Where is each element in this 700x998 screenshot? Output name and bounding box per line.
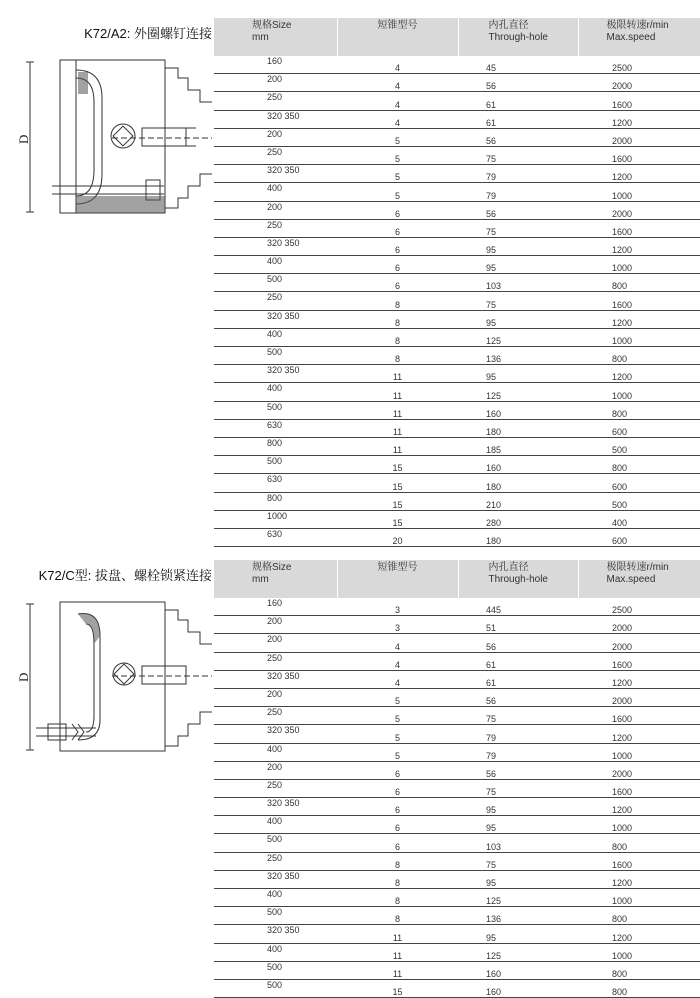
cell-through-hole: 75 (458, 219, 578, 237)
cell-max-speed: 1000 (578, 383, 700, 401)
cell-max-speed: 600 (578, 419, 700, 437)
cell-through-hole: 95 (458, 310, 578, 328)
cell-through-hole: 79 (458, 165, 578, 183)
cell-taper-model: 15 (337, 510, 458, 528)
cell-through-hole: 56 (458, 128, 578, 146)
cell-max-speed: 1000 (578, 328, 700, 346)
cell-size: 200 (214, 74, 337, 92)
cell-max-speed: 1000 (578, 889, 700, 907)
cell-taper-model: 5 (337, 128, 458, 146)
cell-taper-model: 11 (337, 943, 458, 961)
table-row (214, 292, 700, 310)
cell-size: 250 (214, 652, 337, 670)
cell-taper-model: 8 (337, 889, 458, 907)
cell-taper-model: 6 (337, 237, 458, 255)
table-row (214, 110, 700, 128)
cell-through-hole: 125 (458, 383, 578, 401)
cell-max-speed: 800 (578, 834, 700, 852)
section-k72-a2 (0, 18, 700, 548)
cell-max-speed: 1200 (578, 110, 700, 128)
chuck-cross-section-drawing-a2 (16, 58, 214, 218)
cell-max-speed: 1200 (578, 725, 700, 743)
cell-max-speed: 1000 (578, 183, 700, 201)
cell-taper-model: 5 (337, 688, 458, 706)
cell-max-speed: 1600 (578, 707, 700, 725)
cell-size: 500 (214, 347, 337, 365)
cell-through-hole: 56 (458, 761, 578, 779)
cell-through-hole: 79 (458, 183, 578, 201)
cell-max-speed: 1200 (578, 237, 700, 255)
table-row (214, 310, 700, 328)
cell-through-hole: 75 (458, 852, 578, 870)
cell-taper-model: 8 (337, 292, 458, 310)
spec-table (214, 18, 700, 547)
cell-through-hole: 180 (458, 528, 578, 546)
cell-max-speed: 2500 (578, 598, 700, 616)
table-row (214, 816, 700, 834)
cell-taper-model: 5 (337, 707, 458, 725)
cell-taper-model: 8 (337, 347, 458, 365)
cell-max-speed: 2500 (578, 56, 700, 74)
cell-size: 500 (214, 401, 337, 419)
cell-max-speed: 800 (578, 347, 700, 365)
cell-size: 320 350 (214, 237, 337, 255)
header-size: 规格Size mm (214, 560, 337, 598)
cell-size: 500 (214, 961, 337, 979)
cell-through-hole: 95 (458, 816, 578, 834)
cell-through-hole: 79 (458, 725, 578, 743)
table-row (214, 707, 700, 725)
cell-taper-model: 6 (337, 256, 458, 274)
cell-through-hole: 280 (458, 510, 578, 528)
cell-size: 320 350 (214, 110, 337, 128)
cell-max-speed: 2000 (578, 74, 700, 92)
cell-max-speed: 1200 (578, 365, 700, 383)
cell-size: 200 (214, 761, 337, 779)
cell-size: 200 (214, 688, 337, 706)
cell-taper-model: 6 (337, 834, 458, 852)
cell-through-hole: 61 (458, 652, 578, 670)
cell-size: 320 350 (214, 310, 337, 328)
header-through-hole: 内孔直径 Through-hole (458, 560, 578, 598)
cell-through-hole: 160 (458, 456, 578, 474)
dimension-label-d: D (16, 672, 31, 682)
cell-through-hole: 160 (458, 401, 578, 419)
table-row (214, 219, 700, 237)
cell-through-hole: 180 (458, 474, 578, 492)
table-row (214, 834, 700, 852)
cell-max-speed: 1600 (578, 219, 700, 237)
table-row (214, 474, 700, 492)
cell-size: 160 (214, 56, 337, 74)
cell-size: 320 350 (214, 165, 337, 183)
cell-taper-model: 4 (337, 634, 458, 652)
cell-size: 400 (214, 889, 337, 907)
cell-taper-model: 8 (337, 907, 458, 925)
cell-taper-model: 6 (337, 219, 458, 237)
table-row (214, 652, 700, 670)
cell-taper-model: 8 (337, 310, 458, 328)
cell-taper-model: 5 (337, 146, 458, 164)
table-row (214, 256, 700, 274)
cell-size: 500 (214, 979, 337, 997)
cell-through-hole: 75 (458, 292, 578, 310)
cell-size: 320 350 (214, 365, 337, 383)
table-row (214, 870, 700, 888)
cell-taper-model: 6 (337, 816, 458, 834)
cell-through-hole: 125 (458, 943, 578, 961)
cell-size: 400 (214, 183, 337, 201)
cell-through-hole: 95 (458, 798, 578, 816)
cell-size: 500 (214, 456, 337, 474)
cell-max-speed: 1600 (578, 779, 700, 797)
cell-size: 250 (214, 779, 337, 797)
table-row (214, 598, 700, 616)
cell-through-hole: 125 (458, 328, 578, 346)
table-row (214, 510, 700, 528)
cell-through-hole: 95 (458, 365, 578, 383)
cell-size: 200 (214, 201, 337, 219)
spec-table (214, 560, 700, 998)
table-row (214, 907, 700, 925)
table-row (214, 670, 700, 688)
cell-taper-model: 4 (337, 74, 458, 92)
cell-through-hole: 95 (458, 237, 578, 255)
cell-max-speed: 800 (578, 456, 700, 474)
cell-size: 320 350 (214, 725, 337, 743)
cell-taper-model: 6 (337, 274, 458, 292)
table-row (214, 437, 700, 455)
cell-size: 1000 (214, 510, 337, 528)
cell-taper-model: 4 (337, 92, 458, 110)
table-row (214, 634, 700, 652)
table-header-row (214, 560, 700, 598)
cell-max-speed: 800 (578, 274, 700, 292)
cell-size: 400 (214, 256, 337, 274)
cell-max-speed: 2000 (578, 128, 700, 146)
header-taper-model: 短锥型号 (337, 560, 458, 598)
cell-size: 500 (214, 834, 337, 852)
cell-size: 400 (214, 383, 337, 401)
cell-through-hole: 95 (458, 256, 578, 274)
table-row (214, 56, 700, 74)
cell-through-hole: 56 (458, 201, 578, 219)
cell-size: 200 (214, 128, 337, 146)
table-row (214, 92, 700, 110)
cell-size: 320 350 (214, 670, 337, 688)
cell-max-speed: 1600 (578, 652, 700, 670)
cell-through-hole: 75 (458, 779, 578, 797)
cell-size: 200 (214, 634, 337, 652)
cell-max-speed: 1000 (578, 256, 700, 274)
cell-taper-model: 5 (337, 165, 458, 183)
cell-max-speed: 2000 (578, 761, 700, 779)
table-row (214, 128, 700, 146)
cell-taper-model: 4 (337, 670, 458, 688)
cell-taper-model: 11 (337, 961, 458, 979)
cell-max-speed: 1200 (578, 925, 700, 943)
table-row (214, 889, 700, 907)
cell-max-speed: 1000 (578, 943, 700, 961)
cell-size: 400 (214, 943, 337, 961)
cell-taper-model: 11 (337, 401, 458, 419)
cell-through-hole: 95 (458, 870, 578, 888)
cell-through-hole: 125 (458, 889, 578, 907)
cell-through-hole: 95 (458, 925, 578, 943)
table-row (214, 616, 700, 634)
cell-size: 500 (214, 907, 337, 925)
cell-through-hole: 160 (458, 961, 578, 979)
cell-taper-model: 4 (337, 652, 458, 670)
cell-taper-model: 5 (337, 743, 458, 761)
table-row (214, 779, 700, 797)
cell-size: 400 (214, 743, 337, 761)
cell-max-speed: 600 (578, 528, 700, 546)
cell-size: 630 (214, 419, 337, 437)
table-row (214, 74, 700, 92)
cell-size: 250 (214, 852, 337, 870)
table-row (214, 761, 700, 779)
table-row (214, 725, 700, 743)
cell-through-hole: 51 (458, 616, 578, 634)
cell-size: 320 350 (214, 925, 337, 943)
dimension-label-d: D (16, 134, 31, 144)
table-row (214, 274, 700, 292)
cell-taper-model: 3 (337, 616, 458, 634)
cell-size: 320 350 (214, 870, 337, 888)
cell-taper-model: 15 (337, 979, 458, 997)
chuck-cross-section-drawing-c (16, 600, 214, 756)
cell-max-speed: 800 (578, 979, 700, 997)
cell-size: 250 (214, 219, 337, 237)
cell-taper-model: 15 (337, 474, 458, 492)
cell-max-speed: 1200 (578, 798, 700, 816)
cell-taper-model: 8 (337, 852, 458, 870)
cell-through-hole: 210 (458, 492, 578, 510)
cell-max-speed: 1600 (578, 92, 700, 110)
header-taper-model: 短锥型号 (337, 18, 458, 56)
cell-max-speed: 1000 (578, 743, 700, 761)
cell-through-hole: 160 (458, 979, 578, 997)
section-title: K72/A2: 外圈螺钉连接 (84, 26, 212, 41)
cell-through-hole: 61 (458, 670, 578, 688)
header-through-hole: 内孔直径 Through-hole (458, 18, 578, 56)
cell-through-hole: 180 (458, 419, 578, 437)
cell-taper-model: 11 (337, 437, 458, 455)
cell-through-hole: 45 (458, 56, 578, 74)
cell-taper-model: 15 (337, 492, 458, 510)
cell-taper-model: 20 (337, 528, 458, 546)
cell-max-speed: 800 (578, 907, 700, 925)
table-row (214, 165, 700, 183)
cell-max-speed: 1600 (578, 852, 700, 870)
cell-max-speed: 2000 (578, 634, 700, 652)
cell-size: 630 (214, 474, 337, 492)
cell-size: 250 (214, 292, 337, 310)
cell-through-hole: 103 (458, 274, 578, 292)
cell-through-hole: 61 (458, 92, 578, 110)
table-row (214, 401, 700, 419)
cell-size: 800 (214, 492, 337, 510)
cell-through-hole: 103 (458, 834, 578, 852)
cell-through-hole: 56 (458, 634, 578, 652)
cell-max-speed: 1600 (578, 292, 700, 310)
table-row (214, 979, 700, 997)
cell-max-speed: 500 (578, 492, 700, 510)
cell-max-speed: 800 (578, 961, 700, 979)
cell-max-speed: 1200 (578, 870, 700, 888)
cell-size: 250 (214, 92, 337, 110)
table-row (214, 201, 700, 219)
cell-max-speed: 1200 (578, 310, 700, 328)
cell-max-speed: 2000 (578, 201, 700, 219)
cell-taper-model: 8 (337, 328, 458, 346)
cell-max-speed: 600 (578, 474, 700, 492)
cell-taper-model: 15 (337, 456, 458, 474)
table-row (214, 237, 700, 255)
table-row (214, 688, 700, 706)
cell-taper-model: 6 (337, 798, 458, 816)
table-row (214, 328, 700, 346)
table-row (214, 347, 700, 365)
cell-taper-model: 11 (337, 419, 458, 437)
cell-taper-model: 8 (337, 870, 458, 888)
cell-max-speed: 500 (578, 437, 700, 455)
cell-taper-model: 6 (337, 779, 458, 797)
cell-size: 630 (214, 528, 337, 546)
table-row (214, 146, 700, 164)
cell-taper-model: 11 (337, 925, 458, 943)
cell-taper-model: 6 (337, 761, 458, 779)
cell-size: 250 (214, 707, 337, 725)
cell-through-hole: 445 (458, 598, 578, 616)
table-row (214, 961, 700, 979)
header-max-speed: 极限转速r/min Max.speed (578, 560, 700, 598)
cell-through-hole: 75 (458, 707, 578, 725)
cell-size: 800 (214, 437, 337, 455)
cell-through-hole: 79 (458, 743, 578, 761)
header-size: 规格Size mm (214, 18, 337, 56)
table-row (214, 456, 700, 474)
cell-size: 160 (214, 598, 337, 616)
cell-max-speed: 2000 (578, 688, 700, 706)
cell-max-speed: 1200 (578, 165, 700, 183)
cell-taper-model: 4 (337, 110, 458, 128)
cell-through-hole: 56 (458, 74, 578, 92)
cell-max-speed: 1600 (578, 146, 700, 164)
table-row (214, 419, 700, 437)
cell-taper-model: 11 (337, 383, 458, 401)
cell-through-hole: 75 (458, 146, 578, 164)
header-max-speed: 极限转速r/min Max.speed (578, 18, 700, 56)
section-k72-c (0, 560, 700, 998)
table-header-row (214, 18, 700, 56)
cell-size: 400 (214, 816, 337, 834)
cell-taper-model: 11 (337, 365, 458, 383)
cell-through-hole: 56 (458, 688, 578, 706)
table-row (214, 943, 700, 961)
table-row (214, 925, 700, 943)
cell-size: 320 350 (214, 798, 337, 816)
table-row (214, 492, 700, 510)
cell-max-speed: 800 (578, 401, 700, 419)
table-row (214, 798, 700, 816)
table-row (214, 365, 700, 383)
table-row (214, 528, 700, 546)
cell-through-hole: 136 (458, 347, 578, 365)
cell-size: 500 (214, 274, 337, 292)
cell-taper-model: 4 (337, 56, 458, 74)
cell-taper-model: 6 (337, 201, 458, 219)
cell-taper-model: 3 (337, 598, 458, 616)
cell-max-speed: 1200 (578, 670, 700, 688)
cell-taper-model: 5 (337, 725, 458, 743)
cell-max-speed: 400 (578, 510, 700, 528)
cell-size: 200 (214, 616, 337, 634)
cell-through-hole: 136 (458, 907, 578, 925)
table-row (214, 743, 700, 761)
cell-taper-model: 5 (337, 183, 458, 201)
section-title: K72/C型: 拔盘、螺栓锁紧连接 (38, 568, 212, 583)
cell-max-speed: 2000 (578, 616, 700, 634)
cell-through-hole: 61 (458, 110, 578, 128)
cell-size: 250 (214, 146, 337, 164)
cell-through-hole: 185 (458, 437, 578, 455)
table-row (214, 383, 700, 401)
cell-size: 400 (214, 328, 337, 346)
cell-max-speed: 1000 (578, 816, 700, 834)
table-row (214, 183, 700, 201)
table-row (214, 852, 700, 870)
